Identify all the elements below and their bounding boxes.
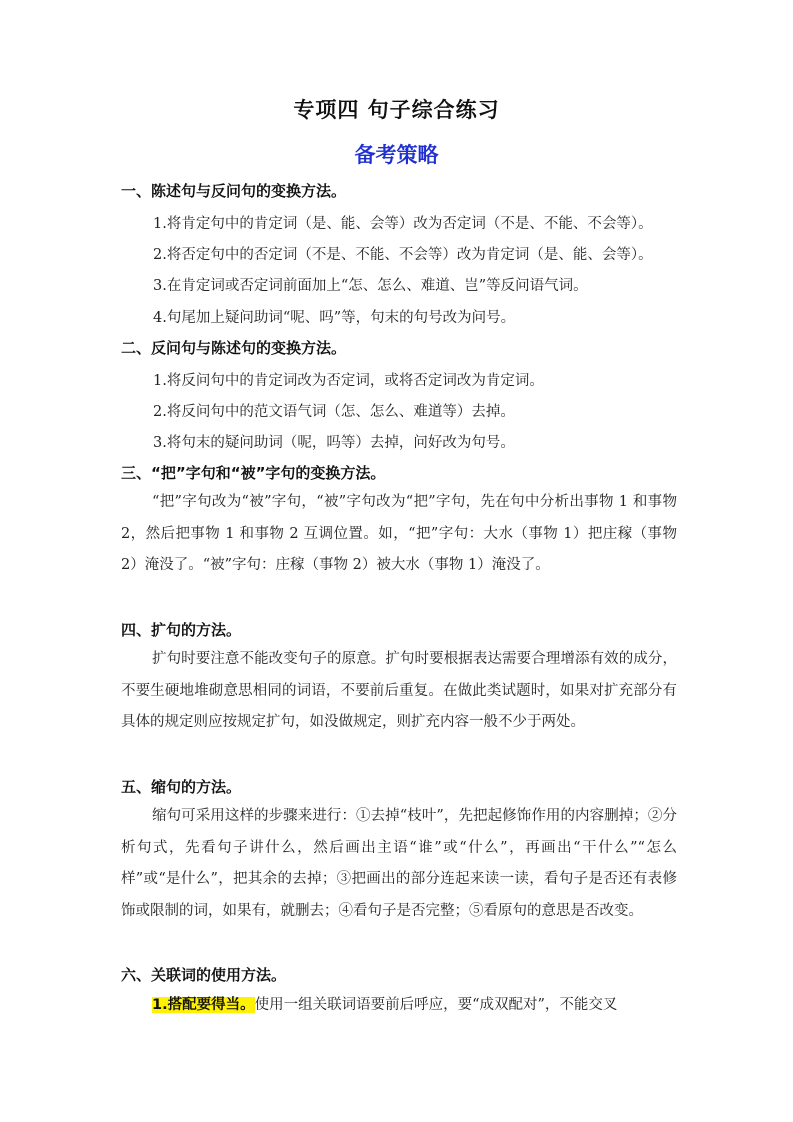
list-item: 2.将否定句中的否定词（不是、不能、不会等）改为肯定词（是、能、会等）。 xyxy=(153,247,653,263)
list-item: 2.将反问句中的范文语气词（怎、怎么、难道等）去掉。 xyxy=(153,404,515,420)
page-subtitle: 备考策略 xyxy=(354,143,439,167)
list-item: 4.句尾加上疑问助词“呢、吗”等，句末的句号改为问号。 xyxy=(153,310,516,326)
list-item: 3.在肯定词或否定词前面加上“怎、怎么、难道、岂”等反问语气词。 xyxy=(153,278,588,294)
list-item: 3.将句末的疑问助词（呢，吗等）去掉，问好改为句号。 xyxy=(153,435,515,451)
paragraph-text: 使用一组关联词语要前后呼应，要“成双配对”，不能交叉 xyxy=(254,997,618,1013)
page-title: 专项四 句子综合练习 xyxy=(293,98,500,122)
section-paragraph-4: 扩句时要注意不能改变句子的原意。扩句时要根据表达需要合理增添有效的成分，不要生硬地堆砌意思相同的词语，不要前后重复。在做此类试题时，如果对扩充部分有具体的规定则应按规定扩句，如没做规定，则扩充内容一般不少于两处。 xyxy=(121,651,677,731)
highlighted-subheading: 1.搭配要得当。 xyxy=(152,997,255,1013)
section-paragraph-3: “把”字句改为“被”字句，“被”字句改为“把”字句，先在句中分析出事物 1 和事物 2，然后把事物 1 和事物 2 互调位置。如，“把”字句：大水（事物 1）把庄稼（事物 2）淹没了。“被”字句：庄稼（事物 2）被大水（事物 1）淹没了。 xyxy=(121,494,677,574)
section-heading-5: 五、缩句的方法。 xyxy=(121,778,242,796)
section-heading-1: 一、陈述句与反问句的变换方法。 xyxy=(121,182,347,200)
section-heading-3: 三、“把”字句和“被”字句的变换方法。 xyxy=(121,464,386,482)
section-heading-4: 四、扩句的方法。 xyxy=(121,621,242,639)
section-heading-6: 六、关联词的使用方法。 xyxy=(121,966,287,984)
list-item: 1.将肯定句中的肯定词（是、能、会等）改为否定词（不是、不能、不会等）。 xyxy=(153,216,653,232)
section-heading-2: 二、反问句与陈述句的变换方法。 xyxy=(121,339,347,357)
list-item: 1.将反问句中的肯定词改为否定词，或将否定词改为肯定词。 xyxy=(153,373,544,389)
section-paragraph-5: 缩句可采用这样的步骤来进行：①去掉“枝叶”，先把起修饰作用的内容删掉；②分析句式，先看句子讲什么，然后画出主语“谁”或“什么”，再画出“干什么”“怎么样”或“是什么”，把其余的去掉；③把画出的部分连起来读一读，看句子是否还有表修饰或限制的词，如果有，就删去；④看句子是否完整；⑤看原句的意思是否改变。 xyxy=(121,808,677,919)
section-paragraph-6 xyxy=(121,990,617,1022)
